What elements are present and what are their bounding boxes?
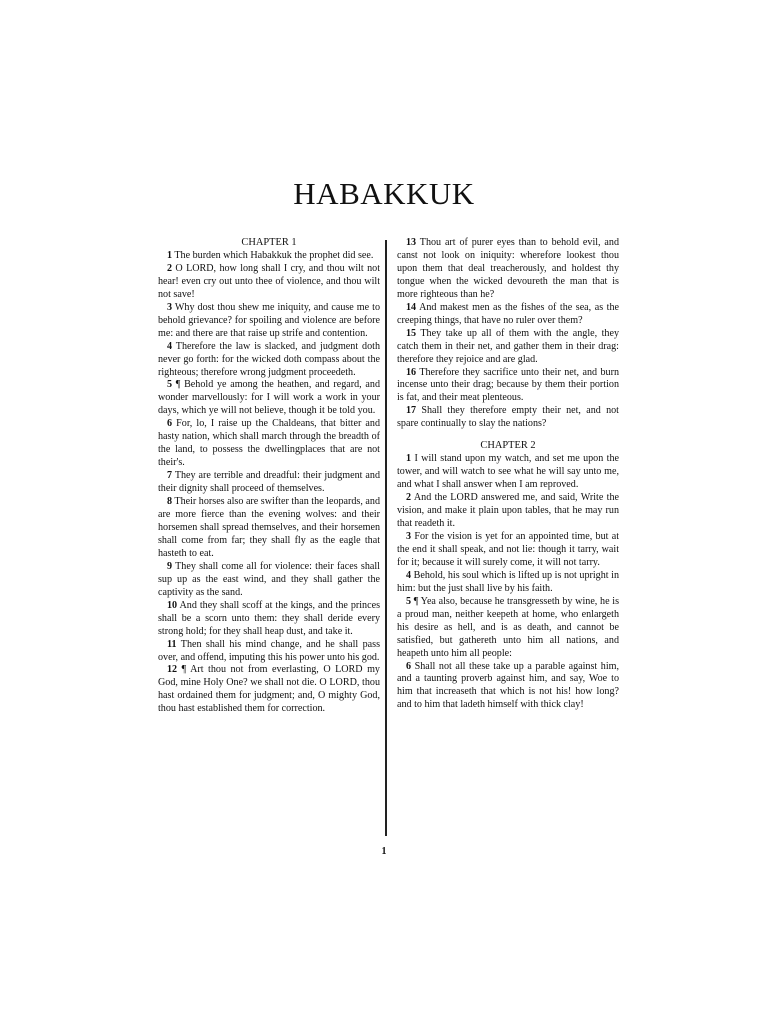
verse-text: They are terrible and dreadful: their judgment and their dignity shall proceed of themselves. — [158, 470, 381, 495]
verse — [158, 418, 380, 470]
verse-text: Therefore the law is slacked, and judgment doth never go forth: for the wicked doth compass about the righteous; therefore wrong judgment proceedeth. — [158, 340, 380, 378]
verse — [397, 405, 619, 431]
verse-text: Their horses also are swifter than the leopards, and are more fierce than the evening wolves: and their horsemen shall spread themselves, and their horsemen shall come from far; they shall fly as the eagle that hasteth to eat. — [158, 496, 380, 559]
verse — [158, 470, 380, 496]
verse-number: 14 — [406, 301, 417, 313]
book-title: HABAKKUK — [293, 176, 475, 211]
verse-number: 16 — [406, 366, 417, 378]
verse-number: 1 — [406, 453, 412, 465]
verse-text: O LORD, how long shall I cry, and thou wilt not hear! even cry out unto thee of violence, and thou wilt not save! — [158, 262, 380, 300]
verse-text: For, lo, I raise up the Chaldeans, that bitter and hasty nation, which shall march through the breadth of the land, to possess the dwellingplaces that are not their's. — [158, 418, 380, 469]
verse — [397, 328, 619, 367]
verse-text: And the LORD answered me, and said, Write the vision, and make it plain upon tables, that he may run that readeth it. — [397, 492, 619, 530]
verse — [158, 302, 380, 341]
verse-number: 6 — [406, 660, 412, 672]
chapter-heading: CHAPTER 2 — [480, 440, 536, 452]
verse-number: 4 — [167, 340, 173, 352]
verse-number: 12 — [167, 664, 178, 676]
verse — [158, 263, 380, 302]
verse-number: 1 — [167, 249, 173, 261]
verse-number: 3 — [406, 530, 412, 542]
verse-number: 4 — [406, 569, 412, 581]
verse — [158, 379, 380, 418]
verse — [397, 570, 619, 596]
verse-text: And they shall scoff at the kings, and the princes shall be a scorn unto them: they shall deride every strong hold; for they shall heap dust, and take it. — [158, 599, 380, 637]
verse-number: 8 — [167, 496, 173, 508]
verse — [158, 250, 380, 263]
verse — [158, 600, 380, 639]
verse-number: 5 — [167, 379, 173, 391]
verse-text: Shall they therefore empty their net, and not spare continually to slay the nations? — [397, 405, 619, 430]
verse-text: For the vision is yet for an appointed time, but at the end it shall speak, and not lie: though it tarry, wait for it; because it will surely come, it will not tarry. — [397, 530, 620, 568]
verse-number: 6 — [167, 418, 173, 430]
verse — [397, 367, 619, 406]
verse — [397, 302, 619, 328]
verse — [158, 639, 380, 665]
page-number: 1 — [381, 846, 387, 857]
verse — [397, 661, 619, 713]
verse-text: Why dost thou shew me iniquity, and cause me to behold grievance? for spoiling and violence are before me: and there are that raise up strife and contention. — [158, 301, 380, 339]
verse-number: 17 — [406, 405, 417, 417]
verse-text: The burden which Habakkuk the prophet did see. — [174, 249, 374, 261]
verse-number: 5 — [406, 595, 412, 607]
verse-text: Then shall his mind change, and he shall pass over, and offend, imputing this his power unto his god. — [158, 638, 381, 663]
verse — [158, 341, 380, 380]
left-column — [158, 237, 380, 716]
verse — [158, 664, 380, 716]
verse-number: 2 — [167, 262, 173, 274]
verse-text: Thou art of purer eyes than to behold evil, and canst not look on iniquity: wherefore lookest thou upon them that deal treacherously, and holdest thy tongue when the wicked devoureth the man that is more righteous than he? — [397, 237, 619, 300]
verse-text: Therefore they sacrifice unto their net, and burn incense unto their drag; because by them their portion is fat, and their meat plenteous. — [397, 366, 619, 404]
verse-text: They take up all of them with the angle, they catch them in their net, and gather them in their drag: therefore they rejoice and are glad. — [397, 327, 619, 365]
verse-text: I will stand upon my watch, and set me upon the tower, and will watch to see what he will say unto me, and what I shall answer when I am reproved. — [397, 453, 619, 491]
verse — [397, 453, 619, 492]
verse — [397, 531, 619, 570]
verse-text: And makest men as the fishes of the sea, as the creeping things, that have no ruler over them? — [397, 301, 619, 326]
verse-number: 15 — [406, 327, 417, 339]
verse-number: 9 — [167, 560, 173, 572]
verse-text: ¶ Yea also, because he transgresseth by wine, he is a proud man, neither keepeth at home, who enlargeth his desire as hell, and is as death, and cannot be satisfied, but gathereth unto him all nations, and heapeth unto him all people: — [397, 595, 619, 659]
right-column — [397, 237, 619, 712]
verse — [397, 237, 619, 302]
verse — [397, 492, 619, 531]
verse-text: They shall come all for violence: their faces shall sup up as the east wind, and they shall gather the captivity as the sand. — [158, 560, 380, 598]
verse — [158, 561, 380, 600]
verse-number: 7 — [167, 470, 173, 482]
chapter-heading: CHAPTER 1 — [241, 237, 297, 248]
verse-text: Shall not all these take up a parable against him, and a taunting proverb against him, and say, Woe to him that increaseth that which is not his! how long? and to him that ladeth himself with thick clay! — [397, 660, 619, 711]
verse — [158, 496, 380, 561]
verse — [397, 596, 619, 661]
verse-number: 2 — [406, 492, 412, 504]
verse-text: Behold, his soul which is lifted up is not upright in him: but the just shall live by his faith. — [397, 569, 619, 594]
verse-number: 11 — [167, 638, 177, 650]
column-divider — [385, 240, 387, 836]
verse-number: 13 — [406, 237, 417, 248]
verse-number: 10 — [167, 599, 178, 611]
verse-number: 3 — [167, 301, 173, 313]
verse-text: ¶ Art thou not from everlasting, O LORD my God, mine Holy One? we shall not die. O LORD, thou hast ordained them for judgment; and, O mighty God, thou hast established them for correction. — [158, 664, 380, 715]
verse-text: ¶ Behold ye among the heathen, and regard, and wonder marvellously: for I will work a work in your days, which ye will not believe, though it be told you. — [158, 379, 380, 417]
